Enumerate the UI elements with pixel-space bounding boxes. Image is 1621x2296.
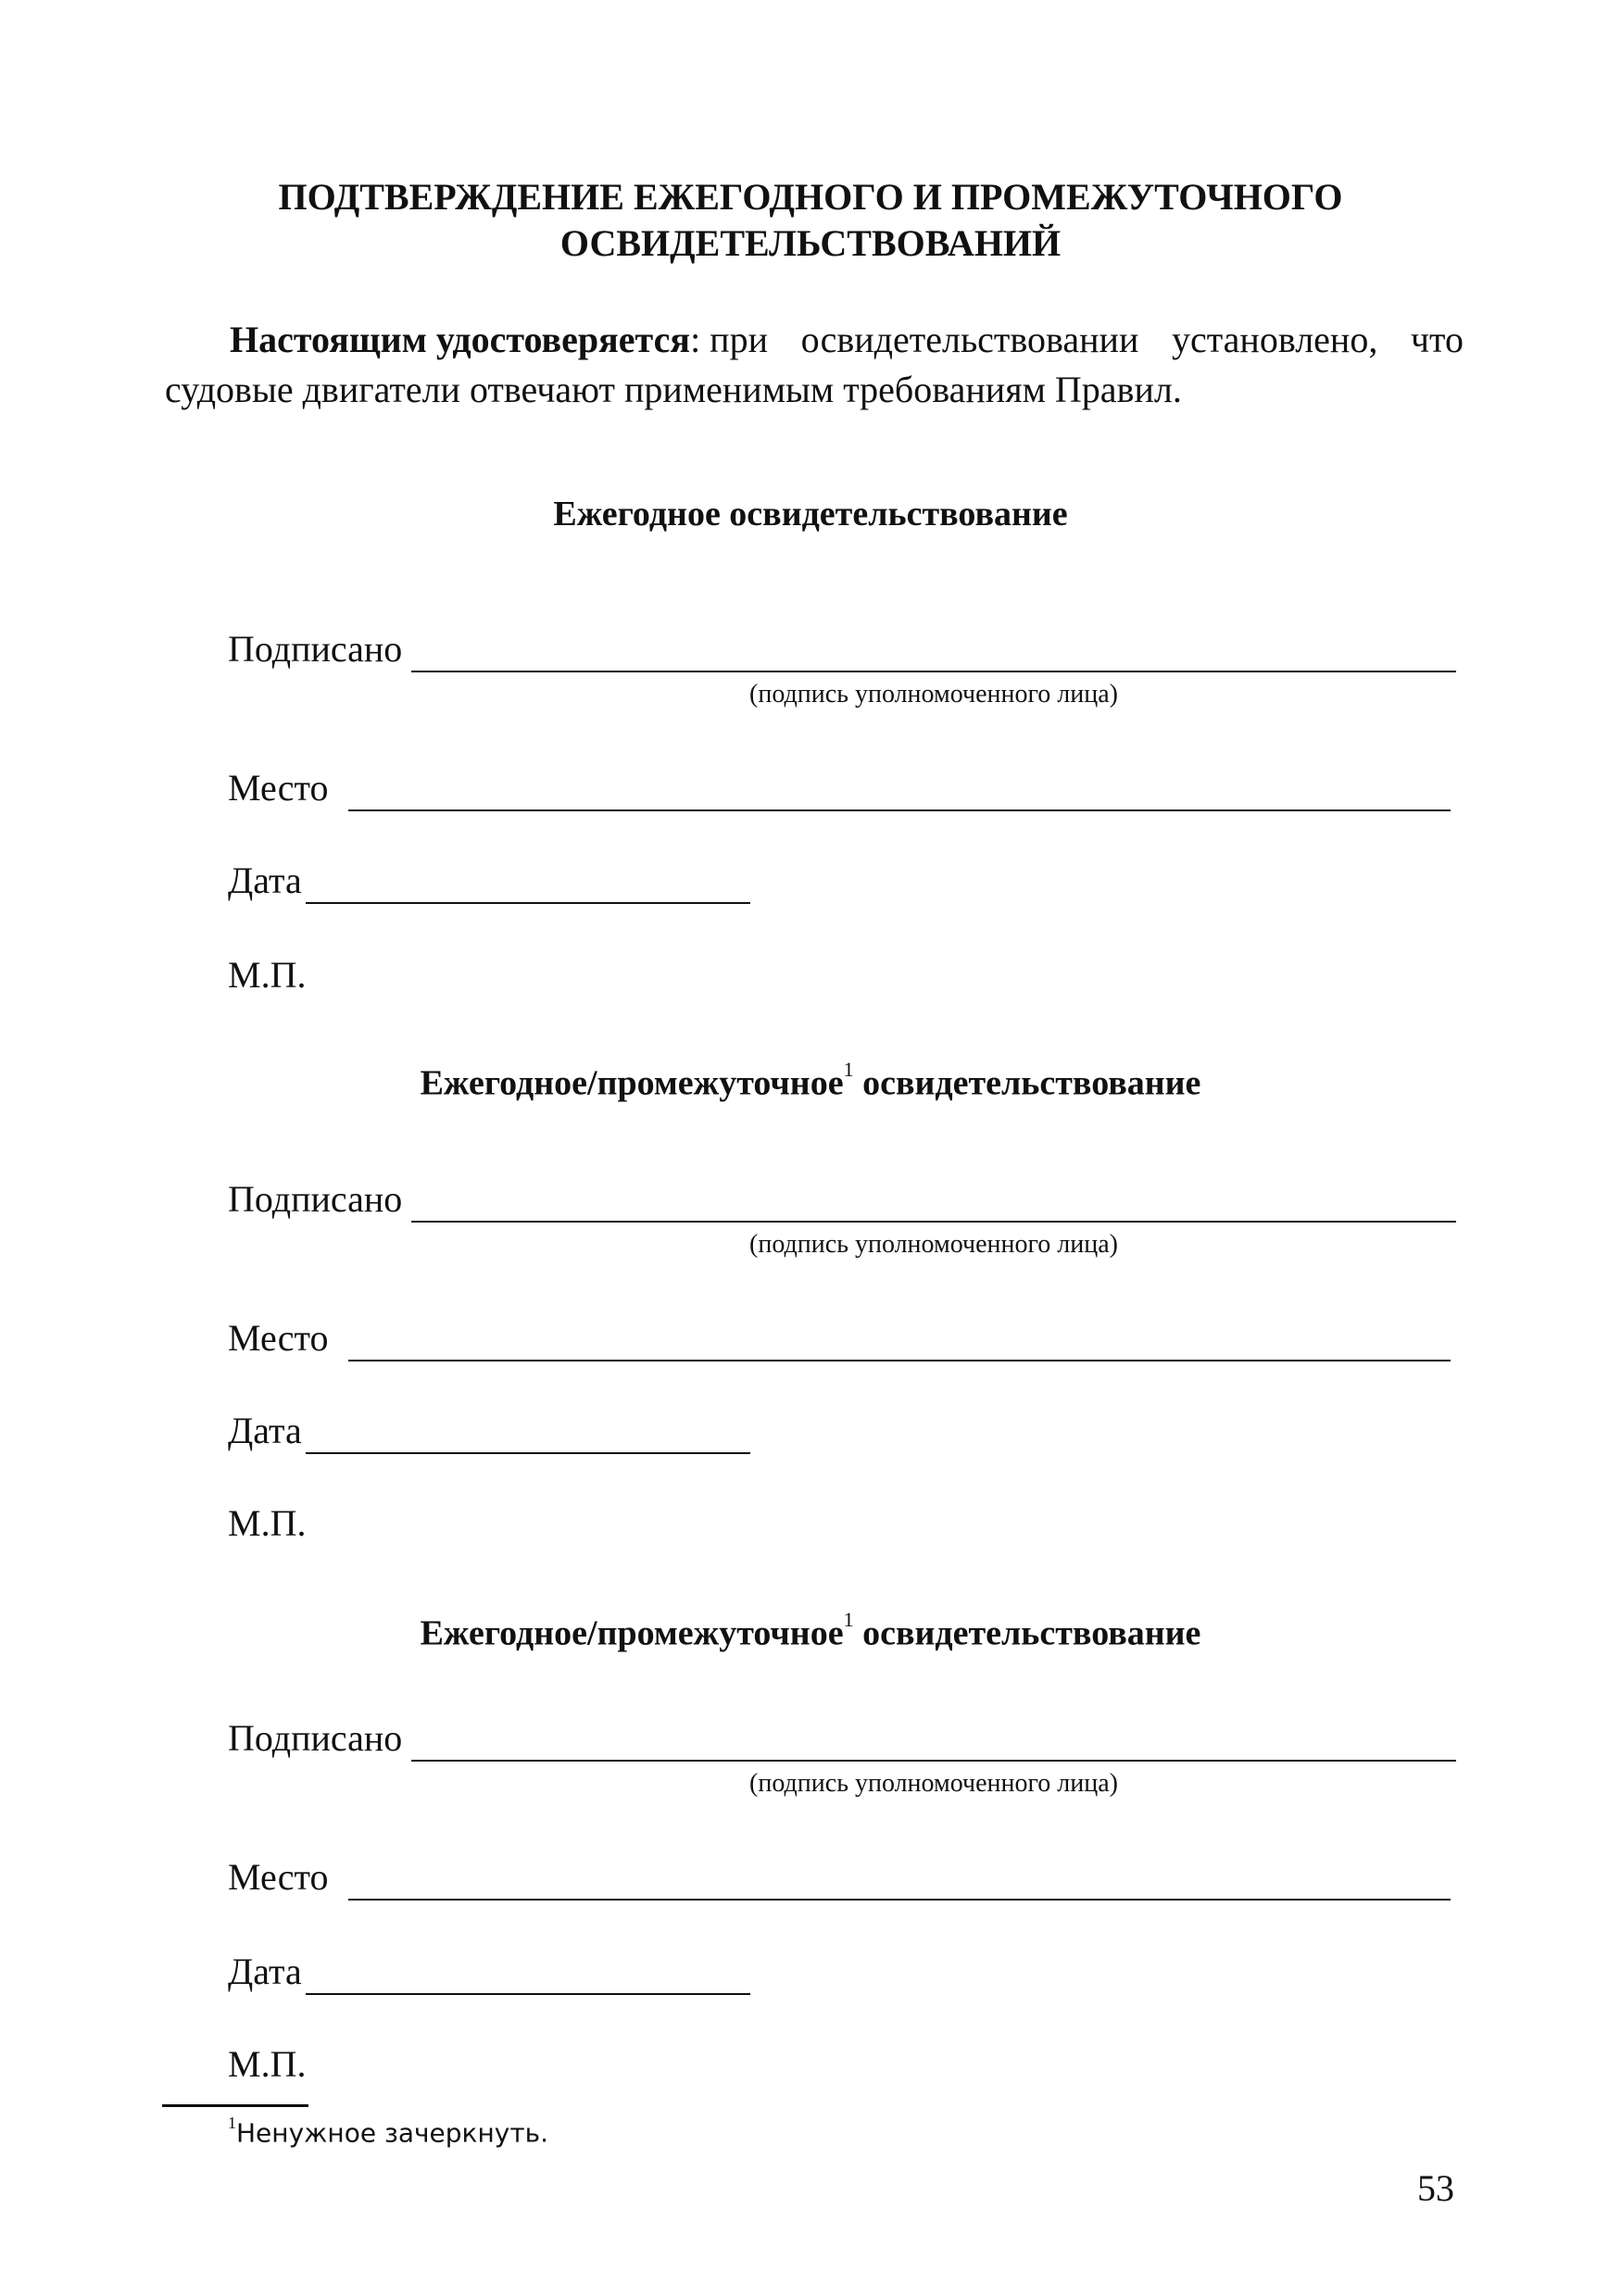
intro-word-1: освидетельствовании (800, 319, 1139, 360)
section-3-place-label: Место (228, 1856, 329, 1898)
section-2-signed-label: Подписано (228, 1178, 403, 1220)
intro-line-2: судовые двигатели отвечают применимым требованиям Правил. (165, 369, 1182, 410)
intro-paragraph (165, 315, 1464, 415)
footnote-marker: 1 (228, 2114, 236, 2132)
section-1-signed-line[interactable] (411, 634, 1456, 672)
section-1-place-label: Место (228, 767, 329, 809)
section-3-date-line[interactable] (306, 1956, 750, 1995)
title-line-2: ОСВИДЕТЕЛЬСТВОВАНИЙ (559, 222, 1062, 264)
intro-line-1 (165, 315, 1464, 365)
intro-word-2: установлено, (1171, 319, 1378, 360)
section-3-place-line[interactable] (348, 1862, 1451, 1901)
section-2-heading-text: Ежегодное/промежуточное (420, 1063, 844, 1103)
section-1-place-line[interactable] (348, 772, 1451, 811)
section-2-signed-hint: (подпись уполномоченного лица) (749, 1230, 1118, 1259)
section-2-place-label: Место (228, 1317, 329, 1359)
footnote (228, 2108, 548, 2152)
section-2-heading-footnote-marker: 1 (843, 1058, 854, 1081)
section-3-heading-rest: освидетельствование (853, 1613, 1201, 1653)
section-2-place-line[interactable] (348, 1323, 1451, 1361)
section-1-heading (0, 493, 1621, 535)
intro-bold-lead: Настоящим удостоверяется (230, 319, 691, 360)
section-2-signed-line[interactable] (411, 1184, 1456, 1223)
section-3-heading-text: Ежегодное/промежуточное (420, 1613, 844, 1653)
title-line-1: ПОДТВЕРЖДЕНИЕ ЕЖЕГОДНОГО И ПРОМЕЖУТОЧНОГО (278, 176, 1343, 218)
intro-word-0: : при (690, 319, 768, 360)
section-2-heading (0, 1054, 1621, 1105)
section-2-heading-rest: освидетельствование (853, 1063, 1201, 1103)
section-1-signed-hint: (подпись уполномоченного лица) (749, 680, 1118, 709)
section-2-seal: М.П. (228, 1502, 307, 1544)
section-3-heading (0, 1604, 1621, 1655)
section-3-signed-label: Подписано (228, 1717, 403, 1759)
section-2-date-label: Дата (228, 1410, 302, 1451)
footnote-text: Ненужное зачеркнуть. (236, 2117, 549, 2149)
section-1-signed-label: Подписано (228, 628, 403, 670)
section-1-date-label: Дата (228, 859, 302, 901)
section-2-date-line[interactable] (306, 1415, 750, 1454)
section-3-date-label: Дата (228, 1951, 302, 1992)
section-3-seal: М.П. (228, 2043, 307, 2085)
intro-word-lead (230, 315, 768, 365)
section-1-heading-text: Ежегодное освидетельствование (553, 495, 1068, 533)
section-3-signed-hint: (подпись уполномоченного лица) (749, 1769, 1118, 1798)
intro-word-3: что (1410, 319, 1464, 360)
section-3-signed-line[interactable] (411, 1723, 1456, 1762)
footnote-rule (162, 2104, 308, 2107)
document-title (0, 174, 1621, 267)
page-number: 53 (1417, 2167, 1454, 2209)
section-1-date-line[interactable] (306, 865, 750, 904)
section-3-heading-footnote-marker: 1 (843, 1608, 854, 1631)
section-1-seal: М.П. (228, 954, 307, 996)
